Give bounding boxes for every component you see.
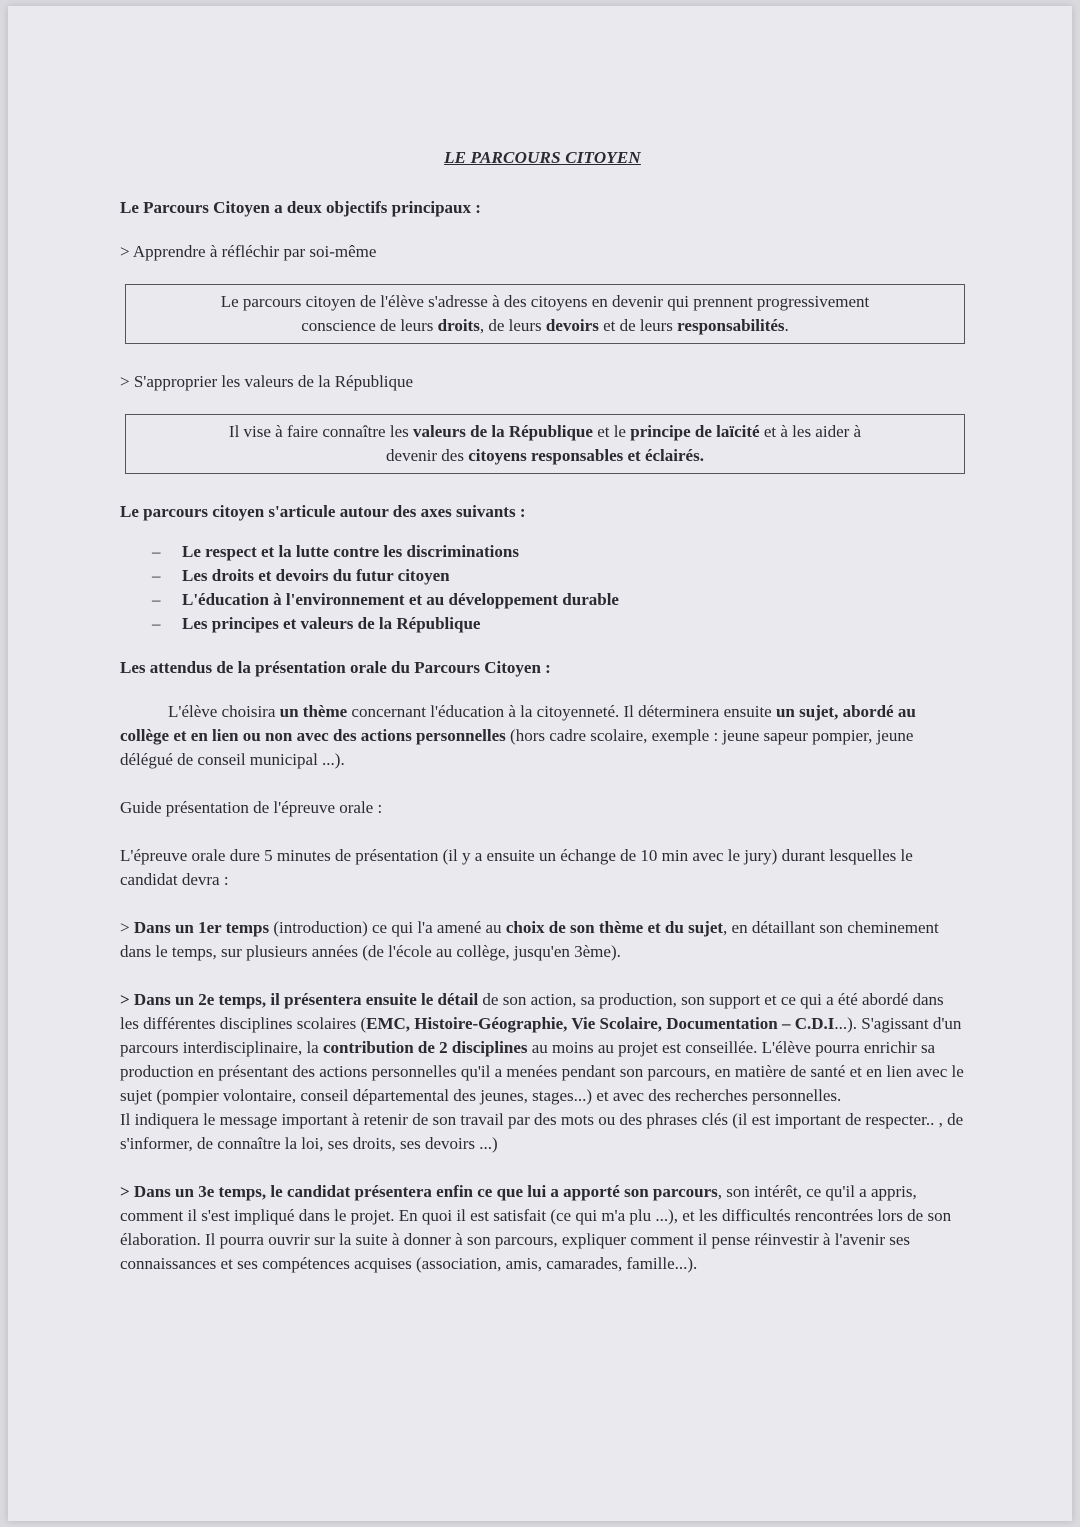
bold-text: choix de son thème et du sujet: [505, 918, 724, 937]
text: Il indiquera le message important à retenir de son travail par des mots ou des phrases clés (il est important de respecter.. , de s'informer, de connaître la loi, ses droits, ses devoirs ...): [120, 1110, 964, 1153]
box-bold: principe de laïcité: [630, 422, 760, 441]
intro-heading: Le Parcours Citoyen a deux objectifs principaux :: [120, 198, 481, 217]
text: L'élève choisira: [168, 702, 280, 721]
box-bold: devoirs: [545, 316, 599, 335]
text: (hors cadre scolaire, exemple : jeune sapeur pompier, jeune délégué de conseil municipal ...).: [120, 726, 914, 769]
box-bold: citoyens responsables et éclairés.: [468, 446, 704, 465]
box-text: et à les aider à: [759, 422, 862, 441]
bold-text: contribution de 2 disciplines: [322, 1038, 528, 1057]
paragraph-step-1: [120, 916, 965, 964]
list-item: [152, 540, 965, 564]
dash-bullet-icon: –: [152, 614, 161, 633]
objective-2-box: [125, 414, 965, 474]
bold-text: > Dans un 2e temps, il présentera ensuite le détail: [120, 990, 479, 1009]
dash-bullet-icon: –: [152, 590, 161, 609]
box-text: et de leurs: [598, 316, 678, 335]
objective-2-label: > S'approprier les valeurs de la République: [120, 372, 414, 391]
text: , son intérêt, ce qu'il a appris, comment il s'est impliqué dans le projet. En quoi il est satisfait (ce qui m'a plu ...), et les difficultés rencontrées lors de son élaboration. Il pourra ouvrir sur la suite à donner à son parcours, expliquer comment il pense réinvestir à l'avenir ses connaissances et ses compétences acquises (association, amis, camarades, famille...).: [120, 1182, 952, 1273]
axis-text: Les droits et devoirs du futur citoyen: [182, 566, 450, 585]
box-bold: droits: [437, 316, 480, 335]
list-item: [152, 588, 965, 612]
text: au moins au projet est conseillée. L'élève pourra enrichir sa production en présentant des actions personnelles qu'il a menées pendant son parcours, en matière de santé et en lien avec le sujet (pompier volontaire, conseil départemental des jeunes, stages...) et avec des recherches personnelles.: [120, 1038, 964, 1105]
text: , en détaillant son cheminement dans le temps, sur plusieurs années (de l'école au collège, jusqu'en 3ème).: [120, 918, 939, 961]
paper-sheet: [8, 6, 1072, 1521]
text: (introduction) ce qui l'a amené au: [269, 918, 506, 937]
box-bold: responsabilités: [677, 316, 785, 335]
box-text: Il vise à faire connaître les: [228, 422, 413, 441]
document-body: [120, 146, 965, 1300]
expectations-heading: Les attendus de la présentation orale du Parcours Citoyen :: [120, 658, 551, 677]
text: concernant l'éducation à la citoyenneté. Il déterminera ensuite: [347, 702, 776, 721]
axis-text: Les principes et valeurs de la République: [182, 614, 481, 633]
text: >: [120, 918, 134, 937]
bold-text: Dans un 1er temps: [133, 918, 270, 937]
paragraph-step-3: [120, 1180, 965, 1276]
text: ...). S'agissant d'un parcours interdisciplinaire, la: [120, 1014, 962, 1057]
axes-heading: Le parcours citoyen s'articule autour des axes suivants :: [120, 502, 526, 521]
bold-text: EMC, Histoire-Géographie, Vie Scolaire, Documentation – C.D.I: [366, 1014, 835, 1033]
bold-text: un sujet, abordé au collège et en lien ou non avec des actions personnelles: [120, 702, 916, 745]
box-bold: valeurs de la République: [412, 422, 593, 441]
paragraph-step-2: [120, 988, 965, 1156]
text: de son action, sa production, son support et ce qui a été abordé dans les différentes disciplines scolaires (: [120, 990, 944, 1033]
box-text: devenir des: [386, 446, 469, 465]
box-text: Le parcours citoyen de l'élève s'adresse à des citoyens en devenir qui prennent progressivement: [220, 292, 870, 311]
list-item: [152, 564, 965, 588]
list-item: [152, 612, 965, 636]
box-text: conscience de leurs: [301, 316, 438, 335]
page-title: LE PARCOURS CITOYEN: [444, 148, 641, 167]
axes-list: [152, 540, 965, 636]
dash-bullet-icon: –: [152, 542, 161, 561]
paragraph-theme: [120, 700, 965, 772]
objective-1-box: [125, 284, 965, 344]
objective-1-label: > Apprendre à réfléchir par soi-même: [120, 242, 377, 261]
bold-text: un thème: [279, 702, 348, 721]
bold-text: > Dans un 3e temps, le candidat présentera enfin ce que lui a apporté son parcours: [120, 1182, 718, 1201]
box-text: .: [784, 316, 789, 335]
axis-text: L'éducation à l'environnement et au développement durable: [182, 590, 619, 609]
box-text: , de leurs: [479, 316, 546, 335]
guide-heading: Guide présentation de l'épreuve orale :: [120, 798, 383, 817]
paragraph-duration: L'épreuve orale dure 5 minutes de présentation (il y a ensuite un échange de 10 min avec le jury) durant lesquelles le candidat devra :: [120, 846, 913, 889]
dash-bullet-icon: –: [152, 566, 161, 585]
axis-text: Le respect et la lutte contre les discriminations: [182, 542, 519, 561]
box-text: et le: [592, 422, 631, 441]
